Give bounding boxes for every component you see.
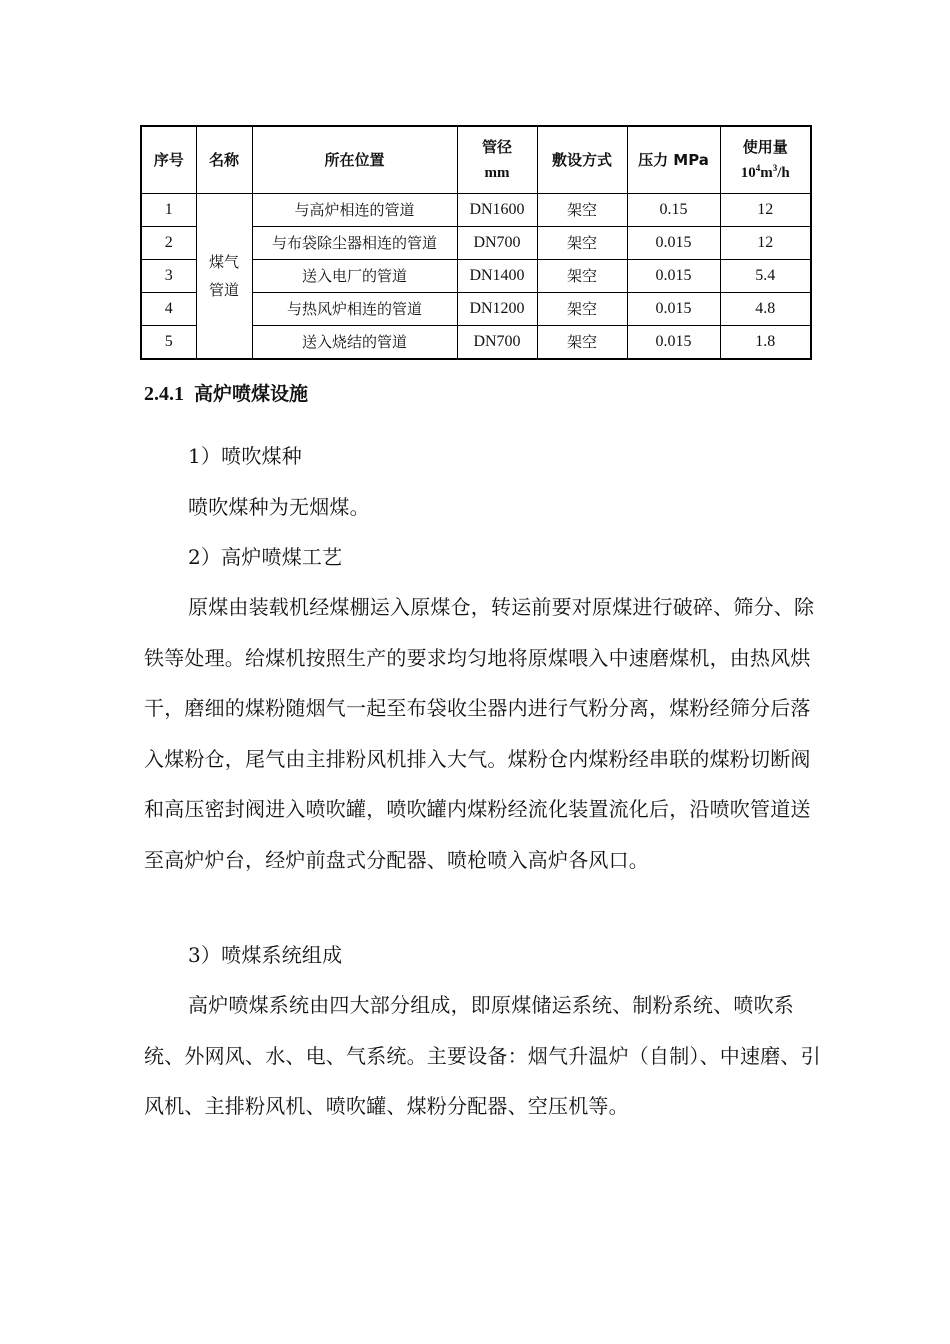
unit-m: m — [760, 165, 773, 181]
section-title: 高炉喷煤设施 — [194, 383, 309, 405]
section-heading — [144, 376, 308, 412]
group-name-line2: 管道 — [208, 281, 239, 299]
header-usage — [720, 126, 811, 194]
cell-laying: 架空 — [537, 326, 627, 360]
item-heading-process: 2）高炉喷煤工艺 — [188, 545, 343, 569]
header-seq: 序号 — [141, 126, 196, 194]
cell-usage: 1.8 — [720, 326, 811, 360]
cell-pressure: 0.015 — [627, 227, 720, 260]
cell-location: 与高炉相连的管道 — [252, 194, 457, 227]
cell-diameter: DN700 — [457, 326, 537, 360]
paragraph-system: 高炉喷煤系统由四大部分组成，即原煤储运系统、制粉系统、喷吹系统、外网风、水、电、气系统。主要设备：烟气升温炉（自制）、中速磨、引风机、主排粉风机、喷吹罐、煤粉分配器、空压机等。 — [144, 993, 821, 1118]
paragraph-coal-type: 喷吹煤种为无烟煤。 — [188, 495, 370, 519]
cell-seq: 1 — [141, 194, 196, 227]
cell-pressure: 0.015 — [627, 260, 720, 293]
paragraph-process: 原煤由装载机经煤棚运入原煤仓，转运前要对原煤进行破碎、筛分、除铁等处理。给煤机按照生产的要求均匀地将原煤喂入中速磨煤机，由热风烘干，磨细的煤粉随烟气一起至布袋收尘器内进行气粉分离，煤粉经筛分后落入煤粉仓，尾气由主排粉风机排入大气。煤粉仓内煤粉经串联的煤粉切断阀和高压密封阀进入喷吹罐，喷吹罐内煤粉经流化装置流化后，沿喷吹管道送至高炉炉台，经炉前盘式分配器、喷枪喷入高炉各风口。 — [144, 595, 815, 872]
header-usage-label: 使用量 — [742, 138, 788, 156]
header-name: 名称 — [196, 126, 252, 194]
cell-group-name — [196, 194, 252, 360]
unit-tail: /h — [777, 165, 790, 181]
header-diameter-label: 管径 — [481, 138, 512, 156]
cell-pressure: 0.15 — [627, 194, 720, 227]
cell-location: 送入烧结的管道 — [252, 326, 457, 360]
cell-seq: 4 — [141, 293, 196, 326]
table-row — [141, 194, 811, 227]
cell-location: 与布袋除尘器相连的管道 — [252, 227, 457, 260]
unit-exp1: 4 — [755, 163, 761, 173]
cell-seq: 3 — [141, 260, 196, 293]
cell-location: 与热风炉相连的管道 — [252, 293, 457, 326]
cell-laying: 架空 — [537, 260, 627, 293]
cell-usage: 5.4 — [720, 260, 811, 293]
cell-laying: 架空 — [537, 227, 627, 260]
header-diameter-unit: mm — [484, 165, 510, 181]
header-diameter — [457, 126, 537, 194]
cell-laying: 架空 — [537, 293, 627, 326]
cell-diameter: DN1200 — [457, 293, 537, 326]
item-heading-system: 3）喷煤系统组成 — [188, 943, 343, 967]
item-heading-coal-type: 1）喷吹煤种 — [188, 444, 302, 468]
cell-usage: 4.8 — [720, 293, 811, 326]
header-usage-unit — [721, 160, 811, 186]
cell-seq: 2 — [141, 227, 196, 260]
unit-exp2: 3 — [772, 163, 778, 173]
header-pressure: 压力 MPa — [627, 126, 720, 194]
header-laying: 敷设方式 — [537, 126, 627, 194]
cell-seq: 5 — [141, 326, 196, 360]
table-header-row — [141, 126, 811, 194]
cell-diameter: DN700 — [457, 227, 537, 260]
cell-usage: 12 — [720, 194, 811, 227]
header-location: 所在位置 — [252, 126, 457, 194]
cell-pressure: 0.015 — [627, 293, 720, 326]
cell-location: 送入电厂的管道 — [252, 260, 457, 293]
cell-laying: 架空 — [537, 194, 627, 227]
cell-usage: 12 — [720, 227, 811, 260]
cell-pressure: 0.015 — [627, 326, 720, 360]
cell-diameter: DN1400 — [457, 260, 537, 293]
gas-pipeline-table — [140, 125, 812, 360]
unit-base: 10 — [740, 165, 756, 181]
cell-diameter: DN1600 — [457, 194, 537, 227]
section-number: 2.4.1 — [144, 383, 184, 405]
group-name-line1: 煤气 — [208, 253, 239, 271]
